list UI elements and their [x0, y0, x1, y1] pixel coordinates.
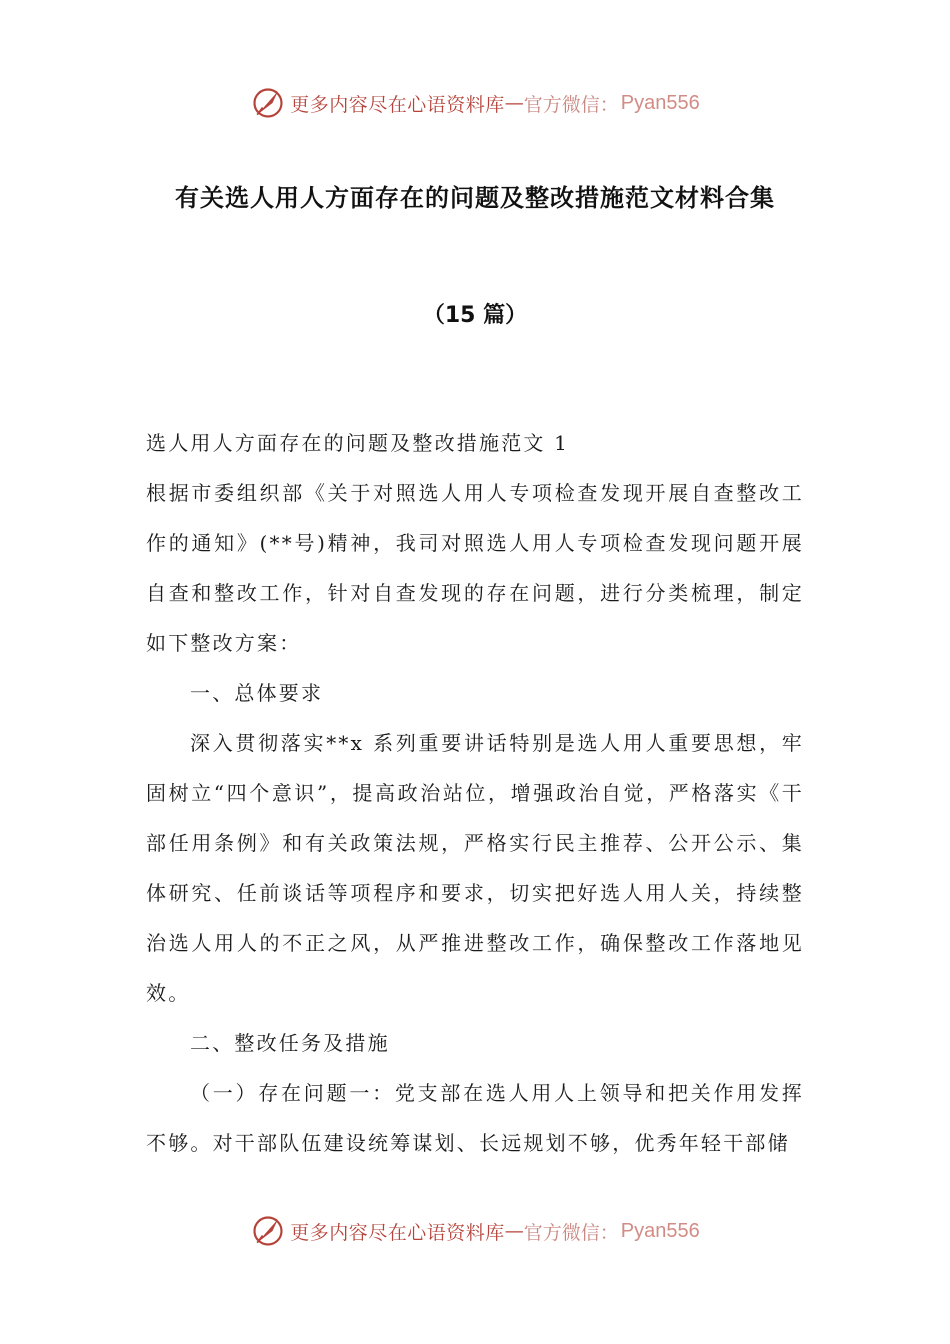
quill-logo-icon [250, 85, 286, 121]
document-body [146, 418, 804, 1168]
paragraph-problem-one: （一）存在问题一：党支部在选人用人上领导和把关作用发挥不够。对干部队伍建设统筹谋划、长远规划不够，优秀年轻干部储 [146, 1081, 804, 1155]
quill-logo-icon [250, 1213, 286, 1249]
watermark-id: Pyan556 [620, 1219, 700, 1242]
heading-general-requirements: 一、总体要求 [190, 681, 324, 705]
heading-tasks-measures: 二、整改任务及措施 [190, 1031, 390, 1055]
document-title: 有关选人用人方面存在的问题及整改措施范文材料合集 [175, 184, 775, 212]
watermark-separator: — [504, 92, 524, 114]
section-heading: 选人用人方面存在的问题及整改措施范文 1 [146, 431, 570, 455]
watermark-separator: — [504, 1220, 524, 1242]
document-count: （15 篇） [422, 303, 528, 328]
watermark-banner-bottom [0, 1208, 950, 1254]
watermark-banner-top [0, 80, 950, 126]
watermark-id: Pyan556 [620, 91, 700, 114]
watermark-channel: 官方微信： [523, 93, 619, 116]
watermark-channel: 官方微信： [523, 1221, 619, 1244]
intro-paragraph: 根据市委组织部《关于对照选人用人专项检查发现开展自查整改工作的通知》(**号)精神，我司对照选人用人专项检查发现问题开展自查和整改工作，针对自查发现的存在问题，进行分类梳理，制定如下整改方案： [146, 481, 804, 655]
paragraph-general-requirements: 深入贯彻落实**x 系列重要讲话特别是选人用人重要思想，牢固树立“四个意识”，提高政治站位，增强政治自觉，严格落实《干部任用条例》和有关政策法规，严格实行民主推荐、公开公示、集体研究、任前谈话等项程序和要求，切实把好选人用人关，持续整治选人用人的不正之风，从严推进整改工作，确保整改工作落地见效。 [146, 731, 804, 1005]
watermark-text: 更多内容尽在心语资料库 [290, 93, 505, 116]
watermark-text: 更多内容尽在心语资料库 [290, 1221, 505, 1244]
